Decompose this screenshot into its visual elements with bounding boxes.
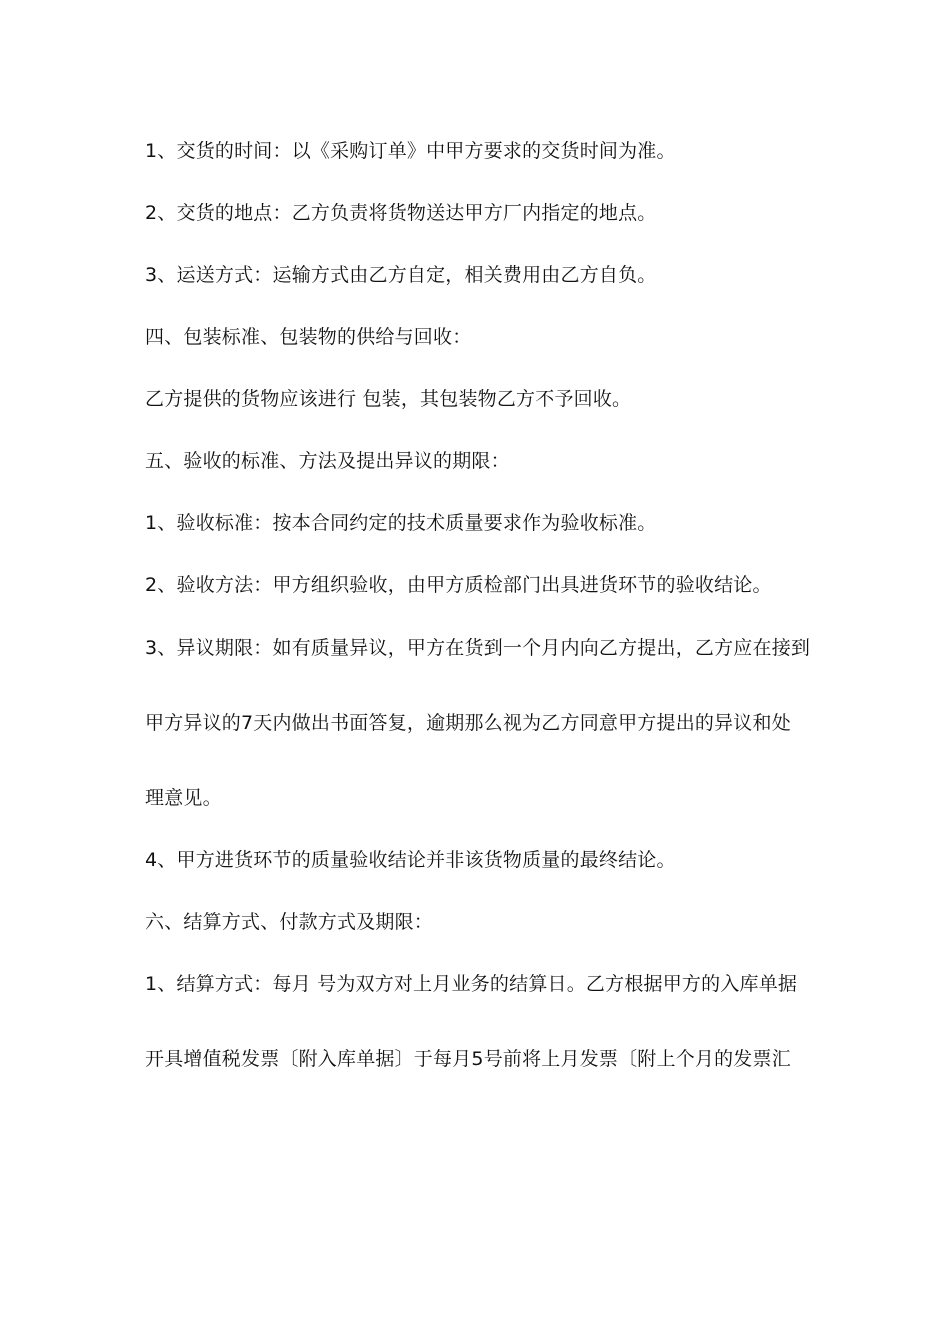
objection-period-clause-line-2: 甲方异议的7天内做出书面答复，逾期那么视为乙方同意甲方提出的异议和处 — [145, 712, 791, 734]
settlement-method-clause-line-1: 1、结算方式：每月 号为双方对上月业务的结算日。乙方根据甲方的入库单据 — [145, 973, 798, 995]
settlement-method-clause-line-2: 开具增值税发票〔附入库单据〕于每月5号前将上月发票〔附上个月的发票汇 — [145, 1048, 791, 1070]
section-six-heading: 六、结算方式、付款方式及期限： — [145, 911, 434, 933]
acceptance-method-clause: 2、验收方法：甲方组织验收，由甲方质检部门出具进货环节的验收结论。 — [145, 574, 772, 596]
delivery-location-clause: 2、交货的地点：乙方负责将货物送达甲方厂内指定的地点。 — [145, 202, 657, 224]
objection-period-clause-line-1: 3、异议期限：如有质量异议，甲方在货到一个月内向乙方提出，乙方应在接到 — [145, 637, 811, 659]
acceptance-standard-clause: 1、验收标准：按本合同约定的技术质量要求作为验收标准。 — [145, 512, 657, 534]
section-four-heading: 四、包装标准、包装物的供给与回收： — [145, 326, 472, 348]
objection-period-clause-line-3: 理意见。 — [145, 787, 222, 809]
transport-method-clause: 3、运送方式：运输方式由乙方自定，相关费用由乙方自负。 — [145, 264, 657, 286]
delivery-time-clause: 1、交货的时间：以《采购订单》中甲方要求的交货时间为准。 — [145, 140, 676, 162]
section-five-heading: 五、验收的标准、方法及提出异议的期限： — [145, 450, 510, 472]
packaging-clause: 乙方提供的货物应该进行 包装，其包装物乙方不予回收。 — [145, 388, 632, 410]
final-conclusion-clause: 4、甲方进货环节的质量验收结论并非该货物质量的最终结论。 — [145, 849, 676, 871]
